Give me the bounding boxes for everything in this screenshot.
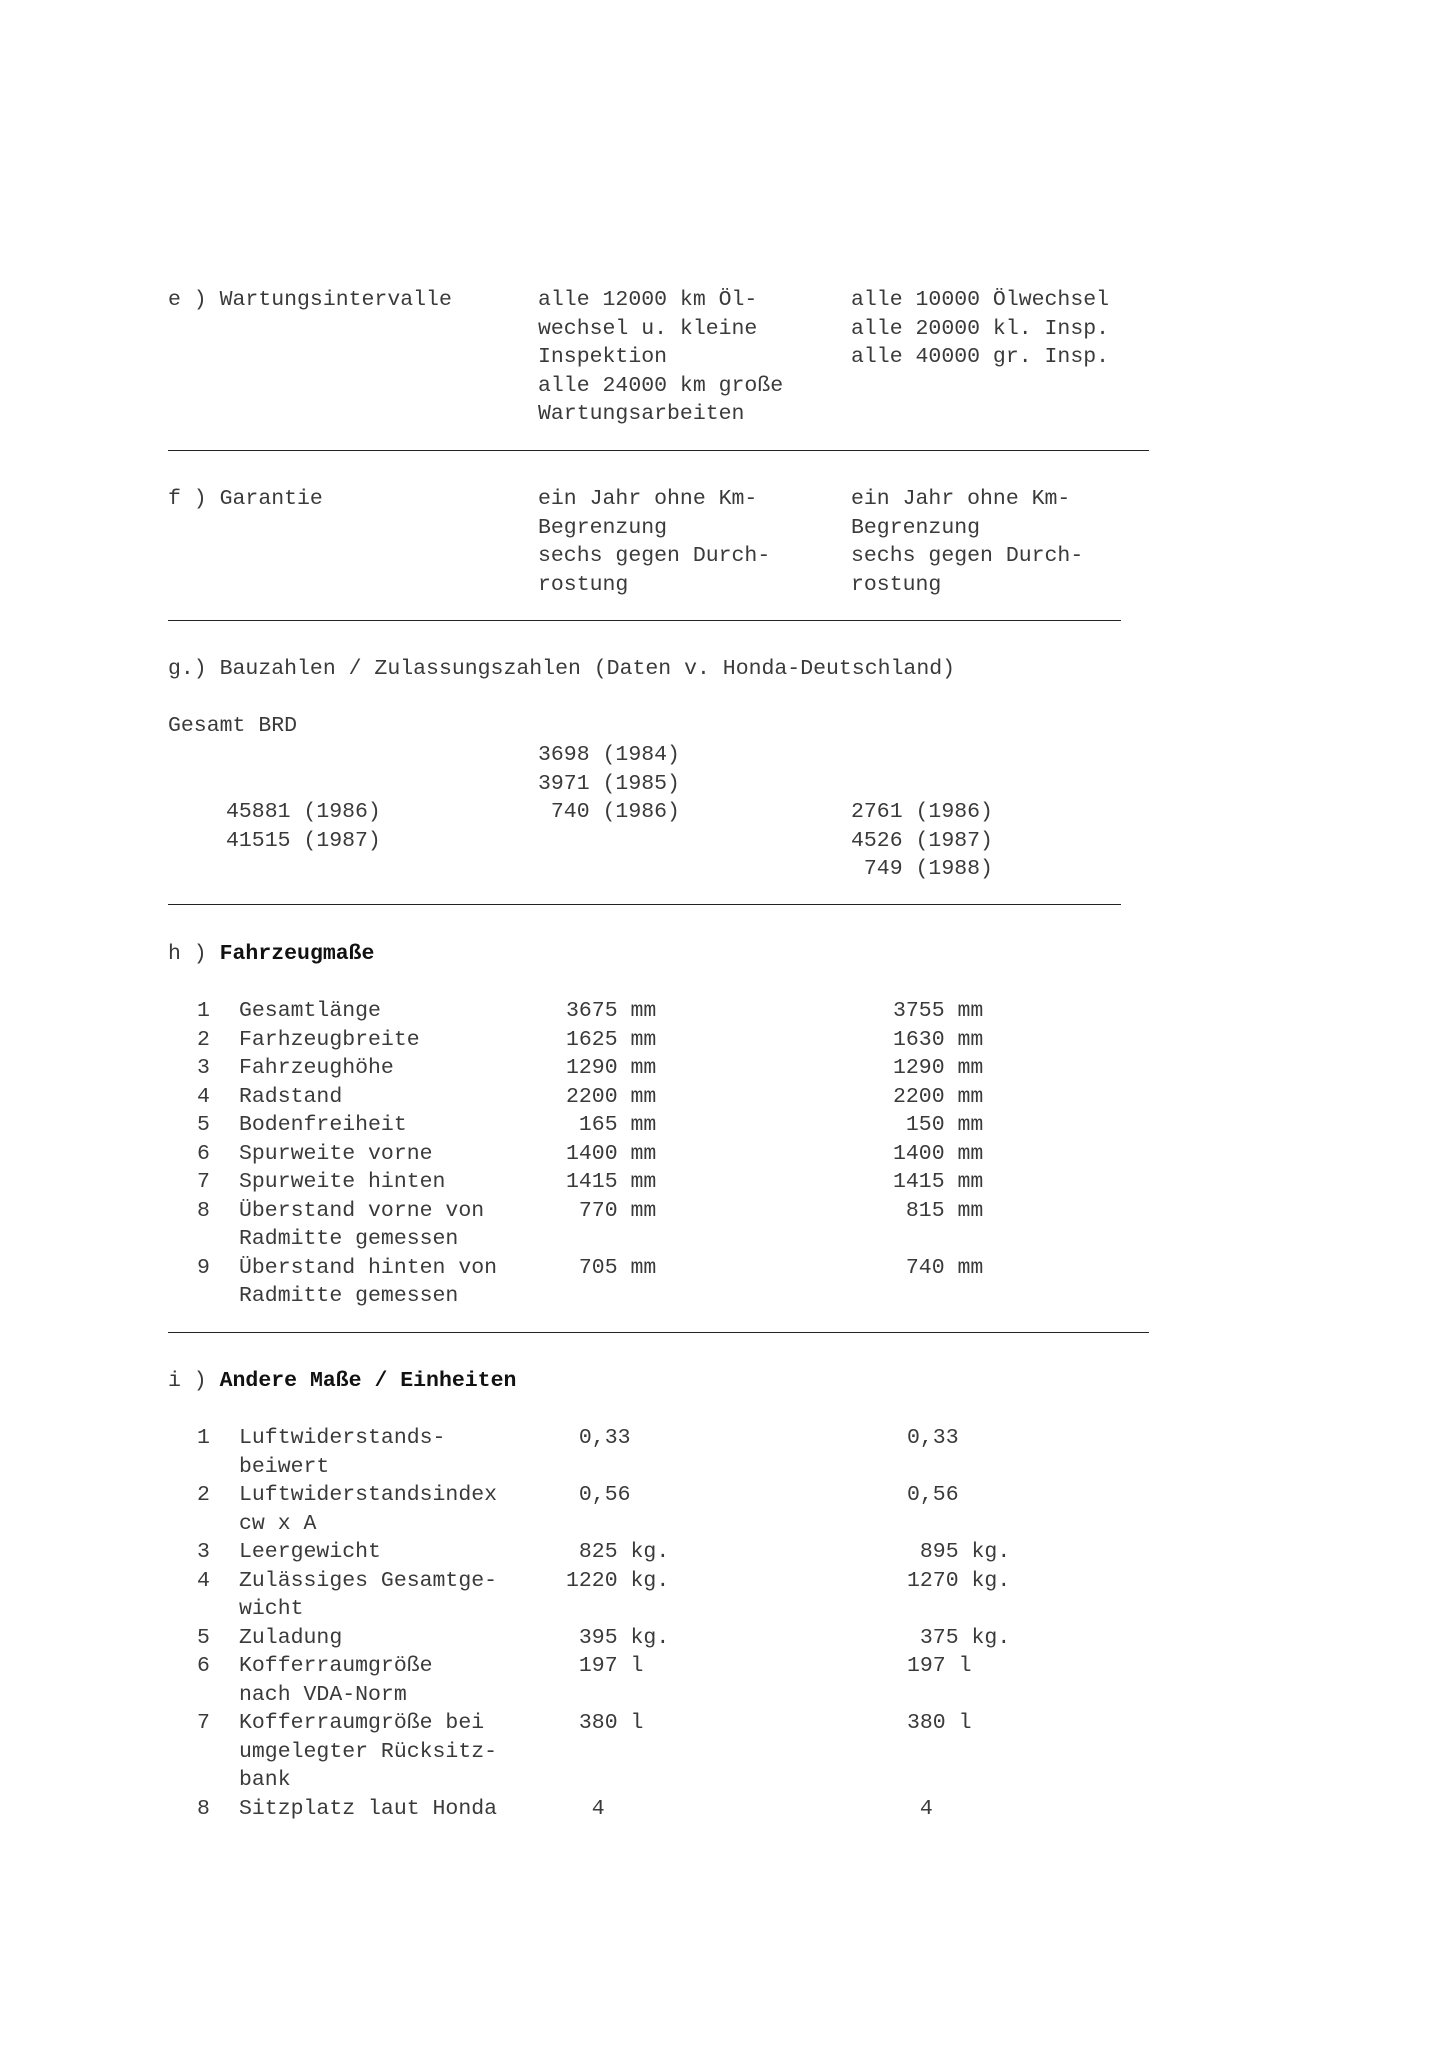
row-value-1: 165 mm bbox=[566, 1113, 657, 1137]
row-value-2: 2200 mm bbox=[893, 1084, 984, 1109]
section-e-col2: alle 10000 Ölwechsel alle 20000 kl. Insp. alle 40000 gr. Insp. bbox=[851, 288, 1110, 369]
row-value-2: 197 l bbox=[907, 1654, 972, 1678]
row-value-1: 770 mm bbox=[566, 1198, 657, 1223]
row-label: Überstand hinten von Radmitte gemessen bbox=[239, 1255, 498, 1308]
row-label: Zuladung bbox=[239, 1625, 343, 1650]
section-f-label: f ) Garantie bbox=[168, 487, 323, 511]
row-value-1: 380 l bbox=[566, 1711, 644, 1735]
row-value-1: 1415 mm bbox=[566, 1170, 657, 1194]
section-h-prefix: h ) bbox=[168, 942, 207, 966]
section-f-col1: ein Jahr ohne Km- Begrenzung sechs gegen Durch- rostung bbox=[538, 487, 771, 597]
row-value-2: 150 mm bbox=[893, 1113, 984, 1137]
row-value-2: 740 mm bbox=[893, 1255, 984, 1280]
row-label: Kofferraumgröße bei umgelegter Rücksitz- bank bbox=[239, 1711, 498, 1792]
row-value-2: 3755 mm bbox=[893, 999, 984, 1023]
row-value-2: 1630 mm bbox=[893, 1027, 984, 1052]
section-i-prefix: i ) bbox=[168, 1369, 207, 1393]
row-value-1: 197 l bbox=[566, 1654, 644, 1678]
row-value-1: 395 kg. bbox=[566, 1625, 670, 1650]
row-number: 2 bbox=[197, 1483, 210, 1507]
section-g-total-label: Gesamt BRD bbox=[168, 714, 298, 738]
row-number: 1 bbox=[197, 999, 210, 1023]
row-value-2: 815 mm bbox=[893, 1198, 984, 1223]
divider-f bbox=[168, 620, 1121, 621]
section-g-col0: 45881 (1986) 41515 (1987) bbox=[226, 800, 381, 853]
row-label: Luftwiderstands- beiwert bbox=[239, 1426, 446, 1479]
row-value-1: 3675 mm bbox=[566, 999, 657, 1023]
row-label: Kofferraumgröße nach VDA-Norm bbox=[239, 1654, 433, 1707]
row-value-2: 0,56 bbox=[907, 1483, 959, 1507]
row-value-2: 1290 mm bbox=[893, 1056, 984, 1080]
row-label: Gesamtlänge bbox=[239, 999, 381, 1023]
row-number: 5 bbox=[197, 1625, 210, 1650]
section-i-title: Andere Maße / Einheiten bbox=[219, 1369, 517, 1393]
row-value-1: 0,33 bbox=[566, 1426, 631, 1450]
row-number: 7 bbox=[197, 1170, 210, 1194]
row-number: 8 bbox=[197, 1198, 210, 1223]
row-number: 8 bbox=[197, 1796, 210, 1821]
row-number: 2 bbox=[197, 1027, 210, 1052]
section-g-label: g.) Bauzahlen / Zulassungszahlen (Daten v. Honda-Deutschland) bbox=[168, 657, 956, 681]
row-value-1: 705 mm bbox=[566, 1255, 657, 1280]
row-value-2: 1270 kg. bbox=[907, 1568, 1011, 1593]
row-value-1: 2200 mm bbox=[566, 1084, 657, 1109]
section-g-col1: 3698 (1984) 3971 (1985) 740 (1986) bbox=[538, 743, 680, 824]
row-value-2: 895 kg. bbox=[907, 1540, 1011, 1564]
row-value-2: 1400 mm bbox=[893, 1141, 984, 1166]
row-label: Überstand vorne von Radmitte gemessen bbox=[239, 1198, 485, 1251]
divider-e bbox=[168, 450, 1149, 451]
row-number: 7 bbox=[197, 1711, 210, 1735]
divider-g bbox=[168, 904, 1121, 905]
row-number: 5 bbox=[197, 1113, 210, 1137]
row-number: 9 bbox=[197, 1255, 210, 1280]
row-label: Bodenfreiheit bbox=[239, 1113, 407, 1137]
divider-h bbox=[168, 1332, 1149, 1333]
row-label: Farhzeugbreite bbox=[239, 1027, 420, 1052]
row-number: 6 bbox=[197, 1141, 210, 1166]
section-h-title: Fahrzeugmaße bbox=[219, 942, 375, 966]
section-g-col2: 2761 (1986) 4526 (1987) 749 (1988) bbox=[851, 800, 993, 881]
section-e-label: e ) Wartungsintervalle bbox=[168, 288, 452, 312]
section-h-heading bbox=[168, 940, 374, 969]
row-label: Fahrzeughöhe bbox=[239, 1056, 394, 1080]
row-label: Luftwiderstandsindex cw x A bbox=[239, 1483, 498, 1536]
row-label: Zulässiges Gesamtge- wicht bbox=[239, 1568, 498, 1621]
row-value-2: 380 l bbox=[907, 1711, 972, 1735]
row-number: 1 bbox=[197, 1426, 210, 1450]
row-value-2: 4 bbox=[907, 1796, 933, 1821]
row-value-1: 1290 mm bbox=[566, 1056, 657, 1080]
row-value-1: 0,56 bbox=[566, 1483, 631, 1507]
row-value-1: 825 kg. bbox=[566, 1540, 670, 1564]
row-value-1: 1220 kg. bbox=[566, 1568, 670, 1593]
section-i-heading bbox=[168, 1367, 516, 1396]
row-value-2: 375 kg. bbox=[907, 1625, 1011, 1650]
row-number: 4 bbox=[197, 1084, 210, 1109]
row-label: Leergewicht bbox=[239, 1540, 381, 1564]
row-number: 4 bbox=[197, 1568, 210, 1593]
row-number: 6 bbox=[197, 1654, 210, 1678]
row-label: Spurweite vorne bbox=[239, 1141, 433, 1166]
section-f-col2: ein Jahr ohne Km- Begrenzung sechs gegen Durch- rostung bbox=[851, 487, 1084, 597]
section-e-col1: alle 12000 km Öl- wechsel u. kleine Inspektion alle 24000 km große Wartungsarbeiten bbox=[538, 288, 784, 426]
row-label: Radstand bbox=[239, 1084, 343, 1109]
row-value-2: 1415 mm bbox=[893, 1170, 984, 1194]
row-value-2: 0,33 bbox=[907, 1426, 959, 1450]
row-value-1: 1400 mm bbox=[566, 1141, 657, 1166]
row-value-1: 1625 mm bbox=[566, 1027, 657, 1052]
row-number: 3 bbox=[197, 1056, 210, 1080]
row-label: Sitzplatz laut Honda bbox=[239, 1796, 498, 1821]
row-value-1: 4 bbox=[566, 1796, 605, 1821]
row-number: 3 bbox=[197, 1540, 210, 1564]
row-label: Spurweite hinten bbox=[239, 1170, 446, 1194]
